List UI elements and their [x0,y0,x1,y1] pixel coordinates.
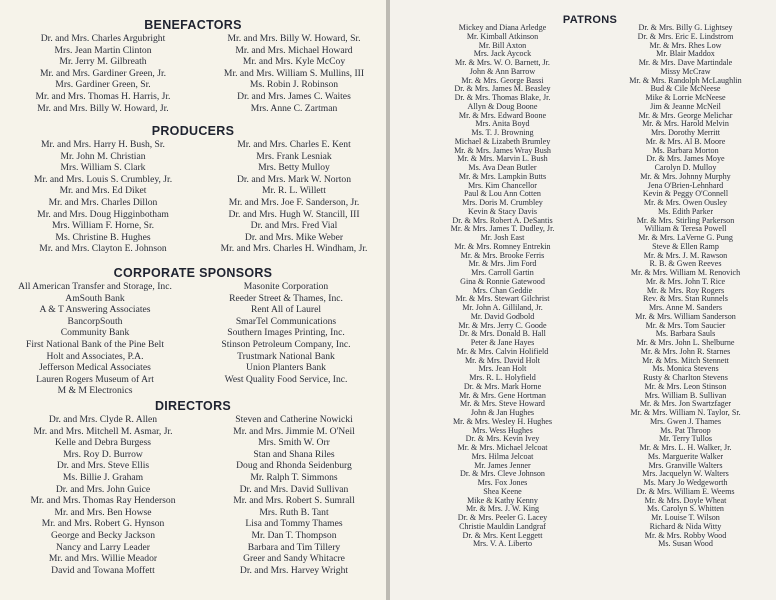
sponsor-name: Dr. and Mrs. Fred Vial [250,220,338,232]
corporate-sponsors-heading: CORPORATE SPONSORS [113,266,273,280]
patron-name: Dr. & Mrs. Peeler G. Lacey [457,514,548,522]
patron-name: Mr. & Mrs. John T. Rice [645,277,726,286]
patron-name: Missy McCraw [660,67,711,76]
sponsor-name: George and Becky Jackson [51,529,155,541]
patron-name: Mr. & Mrs. Mitch Stennett [642,356,729,365]
sponsor-name: AmSouth Bank [65,292,125,304]
patron-name: Mr. & Mrs. Tom Saucier [645,321,726,330]
benefactors-section [0,17,386,114]
sponsor-name: Ms. Billie J. Graham [62,471,144,483]
sponsor-name: Kelle and Debra Burgess [55,437,151,449]
patron-name: Mr. & Mrs. Jerry C. Goode [458,321,547,330]
patron-name: Mike & Lorrie McNeese [645,94,726,102]
sponsor-name: Mrs. Roy D. Burrow [63,448,143,460]
patron-name: Mr. & Mrs. Stirling Parkerson [636,216,735,225]
patron-name: Ms. Pat Throop [660,426,711,435]
sponsor-name: Dr. and Mrs. Mark W. Norton [236,173,352,185]
patron-name: Mr. & Mrs. L. H. Walker, Jr. [639,444,732,452]
sponsor-name: Mr. and Mrs. Mitchell M. Asmar, Jr. [33,425,173,437]
patron-name: Mrs. Kim Chancellor [467,181,537,190]
sponsor-name: Mr. and Mrs. Willie Meador [48,553,158,565]
patron-name: Mr. Terry Tullos [658,435,713,444]
patron-name: Mr. James Jenner [474,461,531,470]
patron-name: Mr. Blair Maddox [656,50,715,59]
patron-name: Kevin & Stacy Davis [467,207,537,216]
patron-name: Mr. & Mrs. Dave Martindale [638,59,733,67]
patron-name: Mrs. Carroll Gartin [471,269,534,277]
patron-name: Mr. & Mrs. John L. Shelburne [636,339,735,347]
patrons-right-column [598,24,773,549]
corporate-sponsors-columns [0,281,386,397]
sponsor-name: West Quality Food Service, Inc. [224,373,348,385]
patron-name: Dr. & Mrs. Eric E. Lindstrom [637,32,734,41]
patron-name: Ms. Edith Parker [657,207,714,216]
patron-name: Mr. & Mrs. Jon Swartzfager [639,400,732,409]
patron-name: Mr. & Mrs. LaVerne G. Pung [638,234,733,242]
sponsor-name: Southern Images Printing, Inc. [227,327,345,339]
left-page [0,0,386,600]
producers-section [0,123,386,255]
patron-name: Mr. & Mrs. James T. Dudley, Jr. [450,225,555,234]
patron-name: Mr. & Mrs. Owen Ousley [643,199,728,207]
patron-name: R. B. & Gwen Reeves [649,260,722,269]
patron-name: Mrs. Gwen J. Thames [649,417,722,426]
patron-name: Mr. & Mrs. Al B. Moore [645,137,726,146]
corporate-sponsors-section [0,265,386,397]
sponsor-name: Mr. and Mrs. Robert G. Hynson [41,518,165,530]
patron-name: William & Teresa Powell [644,225,727,234]
sponsor-name: Dr. and Mrs. David Sullivan [239,483,349,495]
sponsor-name: Mr. Jerry M. Gilbreath [59,56,147,68]
patron-name: Jena O'Brien-Lehnhard [647,181,724,190]
patron-name: Mike & Kathy Kenny [467,496,538,505]
sponsor-name: Mr. and Mrs. Billy W. Howard, Sr. [227,33,361,44]
patron-name: Rusty & Charlton Stevens [643,374,728,382]
patron-name: Carolyn D. Mulloy [654,164,717,172]
sponsor-name: Mrs. William S. Clark [60,162,146,174]
patron-name: Mr. & Mrs. John R. Starnes [640,347,731,356]
patron-name: Mr. & Mrs. Robby Wood [644,531,727,540]
patron-name: Gina & Ronnie Gatewood [460,277,545,286]
patron-name: Mr. David Godbold [470,312,535,321]
patron-name: Mrs. Hilma Jelcoat [471,452,534,461]
sponsor-name: Mr. and Mrs. Billy W. Howard, Jr. [37,102,169,114]
patron-name: Mrs. Dorothy Merritt [650,129,720,137]
sponsor-name: Mr. and Mrs. Michael Howard [235,44,353,56]
sponsor-name: Rent All of Laurel [250,304,322,316]
patron-name: Mr. & Mrs. Randolph McLaughlin [629,76,742,85]
patron-name: Mr. Louise T. Wilson [651,514,720,522]
patron-name: Mrs. Anne M. Sanders [648,304,723,312]
directors-heading: DIRECTORS [154,399,232,413]
sponsor-name: Mrs. Jean Martin Clinton [54,44,152,56]
sponsor-name: Barbara and Tim Tillery [247,541,341,553]
sponsor-name: Doug and Rhonda Seidenburg [236,460,352,472]
producers-columns [0,139,386,255]
patron-name: Ms. Carolyn S. Whitten [647,505,724,514]
patron-name: Mrs. R. L. Holyfield [469,374,536,382]
sponsor-name: Mr. and Mrs. Ben Howse [54,506,152,518]
patron-name: Mrs. Chan Geddie [472,286,533,295]
sponsor-name: Dr. and Mrs. Clyde R. Allen [48,414,158,425]
patron-name: Mr. & Mrs. Romney Entrekin [454,242,551,251]
directors-left-column [0,414,198,576]
patron-name: Mrs. Jack Aycock [473,50,532,59]
sponsor-name: A & T Answering Associates [39,304,151,316]
patron-name: Dr. & Mrs. Kent Leggett [462,531,543,540]
right-page [390,0,776,600]
patron-name: Mr. John A. Gilliland, Jr. [462,304,543,312]
sponsor-name: Mr. and Mrs. Charles Dillon [48,196,158,208]
patron-name: Mr. Kimball Atkinson [466,32,539,41]
patron-name: Allyn & Doug Boone [467,102,538,111]
patron-name: Mrs. Jacquelyn W. Walters [642,470,729,479]
patron-name: Mrs. Fox Jones [477,479,528,487]
patron-name: Mickey and Diana Arledge [458,24,547,32]
patron-name: Dr. & Mrs. James M. Beasley [454,85,551,94]
patron-name: Dr. & Mrs. Mark Horne [463,382,542,391]
sponsor-name: Mr. and Mrs. Jimmie M. O'Neil [233,425,355,437]
sponsor-name: Mr. and Mrs. Clayton E. Johnson [39,243,167,255]
sponsor-name: Lisa and Tommy Thames [245,518,343,530]
patron-name: Mrs. Anita Boyd [475,120,530,129]
patron-name: Dr. & Mrs. Cleve Johnson [460,470,545,479]
patron-name: Mr. & Mrs. Marvin L. Bush [457,155,548,164]
sponsor-name: Mr. and Mrs. Charles H. Windham, Jr. [220,243,368,255]
producers-heading: PRODUCERS [151,124,235,138]
patron-name: Christie Mauldin Landgraf [459,522,546,531]
corporate-sponsors-left-column [0,281,190,397]
sponsor-name: Mr. and Mrs. Louis S. Crumbley, Jr. [33,173,173,185]
patron-name: Mr. & Mrs. Rhes Low [649,41,722,50]
sponsor-name: Mr. and Mrs. Gardiner Green, Jr. [39,67,167,79]
sponsor-name: Mrs. Frank Lesniak [256,150,332,162]
patron-name: Mr. & Mrs. William M. Renovich [630,269,741,277]
patron-name: Dr. & Mrs. James Moye [646,155,725,164]
patron-name: Mr. & Mrs. W. O. Barnett, Jr. [455,59,550,67]
sponsor-name: Mr. and Mrs. Thomas Ray Henderson [30,495,176,507]
sponsor-name: Mrs. William F. Horne, Sr. [51,220,155,232]
sponsor-name: M & M Electronics [57,385,133,397]
sponsor-name: Union Planters Bank [246,362,326,374]
sponsor-name: Dr. and Mrs. Charles Argubright [40,33,166,44]
patron-name: Mr. & Mrs. Lampkin Butts [458,172,547,181]
directors-right-column [198,414,384,576]
sponsor-name: Ms. Christine B. Hughes [55,231,151,243]
patron-name: Ms. Barbara Sauls [655,330,716,339]
sponsor-name: Dr. and Mrs. Hugh W. Stancill, III [228,208,360,220]
producers-left-column [0,139,198,255]
patron-name: Dr. & Mrs. Robert A. DeSantis [452,216,553,225]
patron-name: Ms. Mary Jo Wedgeworth [643,479,728,487]
patron-name: Mrs. Granville Walters [648,461,723,470]
patron-name: Ms. Monica Stevens [652,365,719,374]
patron-name: Mr. & Mrs. William N. Taylor, Sr. [630,409,741,417]
patrons-heading: PATRONS [562,14,618,26]
patron-name: Mr. & Mrs. Brooke Ferris [460,251,545,260]
sponsor-name: Reeder Street & Thames, Inc. [229,292,343,304]
patron-name: Mr. & Mrs. J. M. Rawson [643,251,728,260]
patron-name: Ms. T. J. Browning [471,129,534,137]
sponsor-name: Lauren Rogers Museum of Art [36,373,154,385]
patron-name: Mr. Josh East [480,234,525,242]
patron-name: Mr. & Mrs. Harold Melvin [642,120,729,129]
sponsor-name: Mr. R. L. Willett [262,185,326,197]
patron-name: Mr. & Mrs. Edward Boone [458,111,547,120]
sponsor-name: Trustmark National Bank [237,350,335,362]
sponsor-name: Ms. Robin J. Robinson [249,79,339,91]
patron-name: Mr. & Mrs. Steve Howard [460,400,545,409]
sponsor-name: SmarTel Communications [235,315,337,327]
sponsor-name: First National Bank of the Pine Belt [25,338,165,350]
patron-name: Dr. & Mrs. William E. Weems [636,487,735,496]
sponsor-name: Holt and Associates, P.A. [46,350,144,362]
patron-name: Mrs. Doris M. Crumbley [462,199,543,207]
patron-name: Richard & Nida Witty [649,522,722,531]
patron-name: Mr. & Mrs. Calvin Holifield [456,347,549,356]
sponsor-name: Masonite Corporation [243,281,329,292]
patron-name: Mr. & Mrs. William Sanderson [635,312,736,321]
sponsor-name: Stan and Shana Riles [253,448,335,460]
sponsor-name: Dr. and Mrs. John Guice [55,483,151,495]
sponsor-name: Dr. and Mrs. Harvey Wright [239,564,349,576]
patron-name: Dr. & Mrs. Donald B. Hall [459,330,546,339]
patron-name: Mr. & Mrs. Roy Rogers [646,286,725,295]
patron-name: Mrs. V. A. Liberto [472,540,533,549]
sponsor-name: BancorpSouth [67,315,123,327]
sponsor-name: Steven and Catherine Nowicki [235,414,353,425]
benefactors-heading: BENEFACTORS [144,18,242,32]
sponsor-name: Mr. and Mrs. Harry H. Bush, Sr. [41,139,165,150]
sponsor-name: Mrs. Smith W. Orr [258,437,330,449]
sponsor-name: Mrs. Anne C. Zartman [250,102,338,114]
sponsor-name: Stinson Petroleum Company, Inc. [221,338,351,350]
directors-section [0,398,386,576]
sponsor-name: Greer and Sandy Whitacre [243,553,345,565]
sponsor-name: Jefferson Medical Associates [39,362,151,374]
patron-name: Mrs. Jean Holt [478,365,527,374]
patrons-left-column [410,24,595,549]
patron-name: Mr. Bill Axton [478,41,527,50]
patron-name: John & Jan Hughes [470,409,535,417]
patron-name: Shea Keene [483,487,522,496]
patron-name: Mr. & Mrs. Leon Stinson [644,382,727,391]
patron-name: Steve & Ellen Ramp [652,242,719,251]
patron-name: Ms. Marguerite Walker [647,452,724,461]
sponsor-name: Mr. Ralph T. Simmons [250,471,338,483]
sponsor-name: Mr. Dan T. Thompson [251,529,337,541]
sponsor-name: Community Bank [60,327,130,339]
patron-name: Mr. & Mrs. Wesley H. Hughes [452,417,553,426]
sponsor-name: Mr. and Mrs. William S. Mullins, III [223,67,365,79]
patron-name: Mr. & Mrs. David Holt [464,356,541,365]
patron-name: Dr. & Mrs. Kevin Ivey [465,435,540,444]
patron-name: Jim & Jeanne McNeil [650,102,721,111]
sponsor-name: Dr. and Mrs. Mike Weber [244,231,344,243]
patron-name: Mr. & Mrs. James Wray Bush [454,146,551,155]
sponsor-name: Mr. and Mrs. Robert S. Sumrall [233,495,355,507]
corporate-sponsors-right-column [190,281,376,397]
patron-name: Mr. & Mrs. Doyle Wheat [644,496,727,505]
patron-name: Bud & Cile McNeese [650,85,721,94]
sponsor-name: David and Towana Moffett [51,564,155,576]
benefactors-right-column [198,33,384,114]
sponsor-name: Mr. and Mrs. Thomas H. Harris, Jr. [35,90,171,102]
benefactors-columns [0,33,386,114]
patron-name: Mrs. William B. Sullivan [644,391,727,400]
patron-name: Mr. & Mrs. Jim Ford [468,260,537,269]
benefactors-left-column [0,33,198,114]
directors-columns [0,414,386,576]
patron-name: Mr. & Mrs. George Bassi [461,76,544,85]
sponsor-name: Mrs. Betty Mulloy [258,162,330,174]
sponsor-name: Mr. and Mrs. Charles E. Kent [237,139,351,150]
patron-name: Mr. & Mrs. J. W. King [465,505,540,514]
sponsor-name: Mr. and Mrs. Ed Diket [59,185,147,197]
patron-name: Mrs. Wess Hughes [472,426,533,435]
patron-name: Dr. & Mrs. Thomas Blake, Jr. [454,94,551,102]
patron-name: Dr. & Mrs. Billy G. Lightsey [638,24,733,32]
patron-name: Mr. & Mrs. Gene Hortman [459,391,546,400]
patron-name: Mr. & Mrs. Johnny Murphy [640,172,731,181]
patron-name: Ms. Barbara Morton [652,146,719,155]
patron-name: Ms. Ava Dean Butler [468,164,537,172]
patron-name: Michael & Lizabeth Brumley [454,137,551,146]
patron-name: Mr. & Mrs. Stewart Gilchrist [455,295,550,304]
sponsor-name: Mrs. Gardiner Green, Sr. [55,79,151,91]
sponsor-name: Nancy and Larry Leader [55,541,151,553]
sponsor-name: Mrs. Ruth B. Tant [259,506,329,518]
patron-name: Paul & Lou Ann Cotten [464,190,541,199]
sponsor-name: Dr. and Mrs. Steve Ellis [56,460,150,472]
sponsor-name: Mr. and Mrs. Joe F. Sanderson, Jr. [228,196,360,208]
patron-name: Mr. & Mrs. Michael Jelcoat [457,444,548,452]
patron-name: John & Ann Barrow [469,67,536,76]
patron-name: Peter & Jane Hayes [470,339,535,347]
patron-name: Kevin & Peggy O'Connell [642,190,729,199]
sponsor-name: Mr. and Mrs. Kyle McCoy [242,56,346,68]
patron-name: Mr. & Mrs. George Melichar [638,111,733,120]
producers-right-column [198,139,384,255]
sponsor-name: Dr. and Mrs. James C. Waites [237,90,351,102]
patron-name: Ms. Susan Wood [658,540,713,549]
patron-name: Rev. & Mrs. Stan Runnels [643,295,728,304]
sponsor-name: Mr. John M. Christian [60,150,146,162]
sponsor-name: All American Transfer and Storage, Inc. [18,281,172,292]
sponsor-name: Mr. and Mrs. Doug Higginbotham [37,208,169,220]
